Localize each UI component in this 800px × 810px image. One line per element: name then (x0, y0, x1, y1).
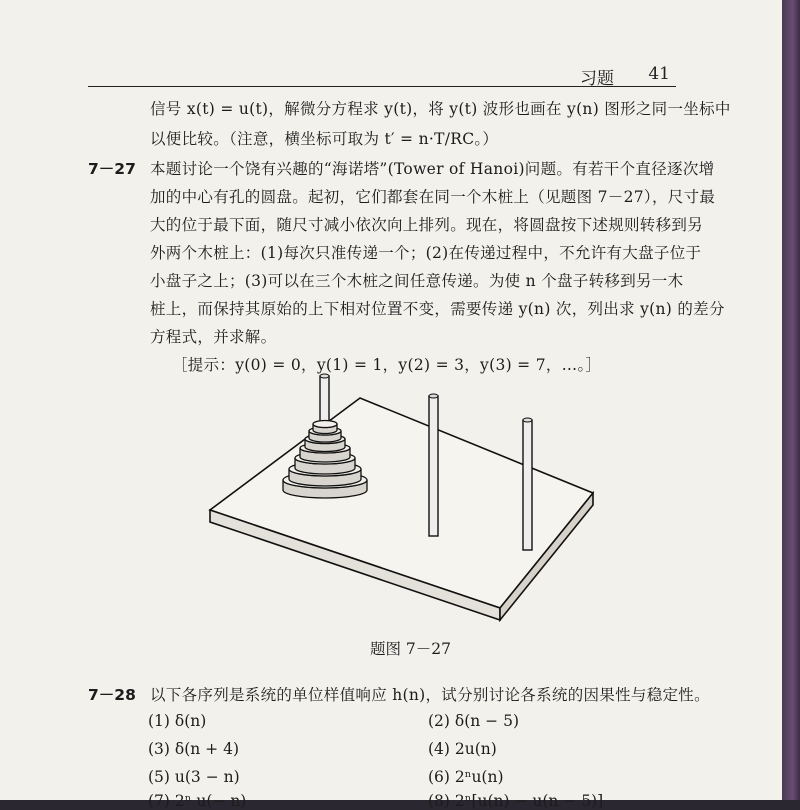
list-item: (2) δ(n − 5) (428, 712, 519, 730)
problem-number-7-27: 7－27 (88, 160, 136, 178)
list-item: (3) δ(n + 4) (148, 740, 239, 758)
list-item: (1) δ(n) (148, 712, 207, 730)
problem-7-27-line-6: 桩上，而保持其原始的上下相对位置不变，需要传递 y(n) 次，列出求 y(n) 的差分 (150, 300, 725, 318)
peg-1-top (320, 374, 329, 378)
problem-number-7-28: 7－28 (88, 686, 136, 704)
header-section-title: 习题 (580, 69, 614, 89)
problem-7-27-line-3: 大的位于最下面，随尺寸减小依次向上排列。现在，将圆盘按下述规则转移到另 (150, 216, 704, 234)
problem-7-27-line-7: 方程式，并求解。 (150, 328, 277, 346)
problem-7-27-line-4: 外两个木桩上：(1)每次只准传递一个；(2)在传递过程中，不允许有大盘子位于 (150, 244, 702, 262)
figure-caption: 题图 7－27 (370, 640, 452, 658)
continued-text-line-1: 信号 x(t) = u(t)，解微分方程求 y(t)，将 y(t) 波形也画在 y(n) 图形之同一坐标中 (150, 100, 731, 118)
list-item: (8) 2ⁿ[u(n) − u(n − 5)] (428, 792, 604, 810)
list-item: (6) 2ⁿu(n) (428, 768, 504, 786)
book-spine (782, 0, 800, 800)
disk-1-top (313, 421, 337, 428)
problem-7-27-line-2: 加的中心有孔的圆盘。起初，它们都套在同一个木桩上（见题图 7－27），尺寸最 (150, 188, 716, 206)
peg-3-top (523, 418, 532, 422)
page-header (88, 64, 676, 87)
peg-3 (523, 420, 532, 550)
peg-2 (429, 396, 438, 536)
list-item: (7) 2ⁿ u(− n) (148, 792, 247, 810)
header-page-number: 41 (648, 64, 670, 84)
problem-7-28-text: 以下各序列是系统的单位样值响应 h(n)，试分别讨论各系统的因果性与稳定性。 (150, 686, 710, 704)
peg-2-top (429, 394, 438, 398)
problem-7-27-line-1: 本题讨论一个饶有兴趣的“海诺塔”(Tower of Hanoi)问题。有若干个直径逐次增 (150, 160, 715, 178)
list-item: (4) 2u(n) (428, 740, 497, 758)
problem-7-27-line-5: 小盘子之上；(3)可以在三个木桩之间任意传递。为使 n 个盘子转移到另一木 (150, 272, 684, 290)
tower-of-hanoi-figure (205, 368, 595, 620)
continued-text-line-2: 以便比较。（注意，横坐标可取为 t′ = n·T/RC。） (150, 130, 499, 148)
problem-7-27-hint: ［提示：y(0) = 0，y(1) = 1，y(2) = 3，y(3) = 7，…。］ (172, 356, 602, 374)
list-item: (5) u(3 − n) (148, 768, 240, 786)
